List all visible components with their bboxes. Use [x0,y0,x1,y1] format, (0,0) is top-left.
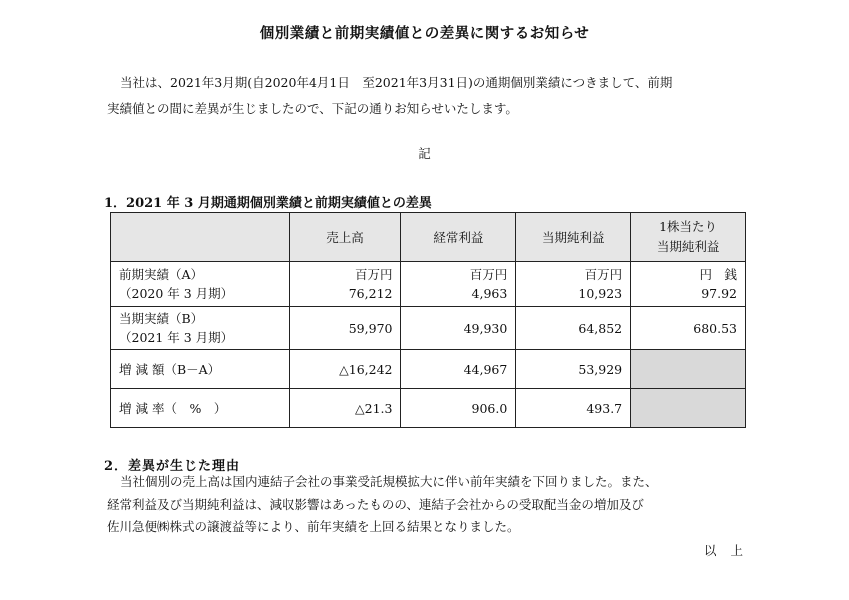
row-label [111,307,290,350]
document-title: 個別業績と前期実績値との差異に関するお知らせ [259,25,590,42]
table-row [111,350,746,389]
table-cell: 64,852 [516,307,631,350]
table-cell: △16,242 [289,350,401,389]
table-cell: 680.53 [631,307,746,350]
unit-label: 百万円 [469,267,508,282]
table-cell: △21.3 [289,389,401,428]
table-cell: 906.0 [401,389,516,428]
intro-paragraph [107,70,767,122]
row-label-line: 前期実績（A） [119,267,204,282]
table-cell: 44,967 [401,350,516,389]
row-label: 増 減 額（B－A） [111,350,290,389]
row-label: 増 減 率（ % ） [111,389,290,428]
unit-label: 円 銭 [699,267,737,282]
table-cell [289,262,401,307]
section-2-heading: 2．差異が生じた理由 [104,459,241,474]
reason-paragraph [107,471,757,539]
table-row [111,307,746,350]
table-cell: 53,929 [516,350,631,389]
reason-line: 経常利益及び当期純利益は、減収影響はあったものの、連結子会社からの受取配当金の増加及び [107,496,644,512]
row-label-line: 当期実績（B） [119,311,204,326]
section-1-heading: 1．2021 年 3 月期通期個別業績と前期実績値との差異 [104,196,432,211]
row-label-line: （2020 年 3 月期） [119,286,234,301]
intro-line: 当社は、2021年3月期(自2020年4月1日 至2021年3月31日)の通期個別業績につきまして、前期 [120,75,673,90]
table-header-cell: 売上高 [289,213,401,262]
cell-value: 4,963 [471,286,508,301]
empty-cell [631,389,746,428]
intro-line: 実績値との間に差異が生じましたので、下記の通りお知らせいたします。 [107,101,518,116]
reason-line: 佐川急便㈱株式の譲渡益等により、前年実績を上回る結果となりました。 [107,519,520,534]
table-row [111,389,746,428]
table-header-cell: 当期純利益 [516,213,631,262]
cell-value: 97.92 [701,286,737,301]
table-header-row [111,213,746,262]
unit-label: 百万円 [354,267,393,282]
table-cell: 59,970 [289,307,401,350]
row-label [111,262,290,307]
closing-mark: 以上 [704,543,758,558]
table-cell [516,262,631,307]
table-row [111,262,746,307]
header-line: 当期純利益 [656,239,720,254]
unit-label: 百万円 [584,267,623,282]
header-line: 1株当たり [659,219,718,234]
cell-value: 76,212 [348,286,393,301]
table-cell: 49,930 [401,307,516,350]
results-table [110,212,746,428]
cell-value: 10,923 [578,286,623,301]
table-cell [401,262,516,307]
table-cell: 493.7 [516,389,631,428]
table-header-cell [631,213,746,262]
table-header-cell [111,213,290,262]
row-label-line: （2021 年 3 月期） [119,330,234,345]
table-cell [631,262,746,307]
ki-marker: 記 [418,146,431,161]
reason-line: 当社個別の売上高は国内連結子会社の事業受託規模拡大に伴い前年実績を下回りました。また、 [120,474,658,489]
table-header-cell: 経常利益 [401,213,516,262]
empty-cell [631,350,746,389]
